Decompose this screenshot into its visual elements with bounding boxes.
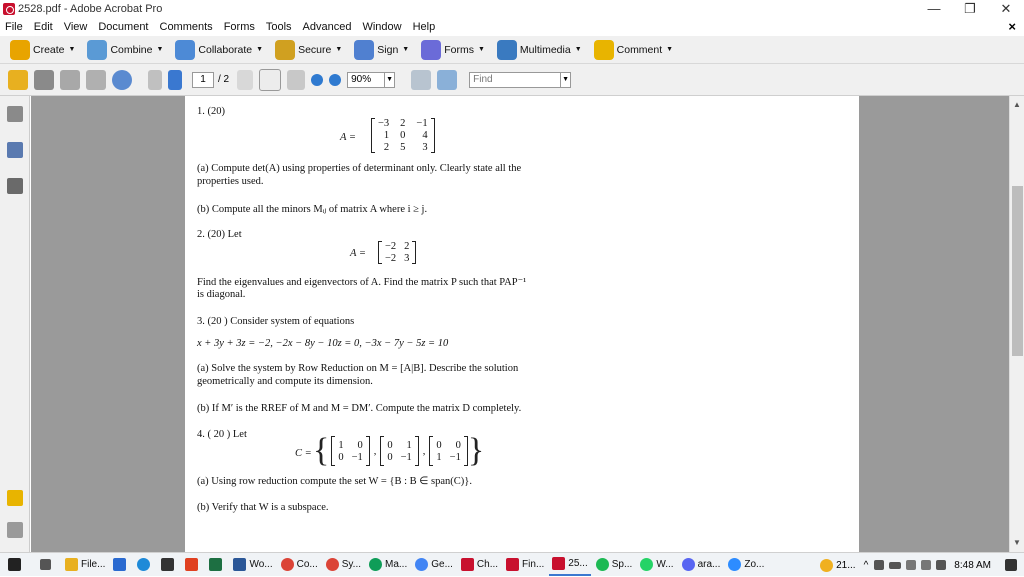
matrix-cell: 0 xyxy=(400,130,406,141)
task-view-button[interactable] xyxy=(34,554,60,576)
taskbar-item-acrobat-25[interactable] xyxy=(549,554,590,576)
task-view-icon xyxy=(40,559,51,570)
taskbar-label: Sy... xyxy=(341,559,361,570)
problem-2-heading: 2. (20) Let xyxy=(197,229,242,240)
acrobat-icon xyxy=(552,557,565,570)
forms-button[interactable] xyxy=(421,40,485,60)
problem-3-heading: 3. (20 ) Consider system of equations xyxy=(197,316,355,327)
forms-icon xyxy=(421,40,441,60)
taskbar-label: File... xyxy=(81,559,106,570)
zoom-dropdown-button[interactable]: ▼ xyxy=(385,72,395,88)
open-folder-icon[interactable] xyxy=(8,70,28,90)
taskbar-pinned-office[interactable] xyxy=(182,554,204,576)
navigation-toolbar xyxy=(0,64,1024,96)
matrix-cell: −2 xyxy=(385,241,397,252)
tasks-toolbar xyxy=(0,36,1024,64)
folder-icon xyxy=(65,558,78,571)
matrix-cell: 0 xyxy=(387,451,393,463)
taskbar-label: W... xyxy=(656,559,674,570)
combine-icon xyxy=(87,40,107,60)
close-button[interactable]: ✕ xyxy=(1000,1,1012,16)
collaborate-label: Collaborate xyxy=(198,43,253,56)
zoom-level-input[interactable]: 90% xyxy=(347,72,385,88)
multimedia-label: Multimedia xyxy=(519,43,571,56)
menu-comments[interactable]: Comments xyxy=(159,21,213,33)
menu-forms[interactable]: Forms xyxy=(223,21,255,33)
matrix-cell: 3 xyxy=(422,142,428,153)
clock-time[interactable]: 8:48 AM xyxy=(954,559,991,571)
fit-width-icon[interactable] xyxy=(437,70,457,90)
taskbar-label: Ch... xyxy=(476,559,499,570)
matrix-cell: 2 xyxy=(400,118,406,129)
taskbar-item-file[interactable] xyxy=(62,554,108,576)
matrix-cell: −3 xyxy=(378,118,390,129)
comment-icon xyxy=(594,40,614,60)
matrix-cell: −2 xyxy=(385,253,397,264)
taskbar-item-whatsapp[interactable] xyxy=(637,554,676,576)
matrix-cell: 3 xyxy=(404,253,410,264)
chevron-down-icon: ▼ xyxy=(574,46,582,53)
matrix-a-1 xyxy=(371,118,435,153)
windows-icon xyxy=(8,558,21,571)
menu-bar xyxy=(0,18,1024,36)
matrix-cell: −1 xyxy=(400,451,412,463)
collaborate-button[interactable] xyxy=(175,40,263,60)
navigation-panel xyxy=(0,96,30,552)
menu-help[interactable]: Help xyxy=(412,21,436,33)
matrix-cell: 4 xyxy=(422,130,428,141)
problem-2-lhs: A = xyxy=(350,248,366,259)
taskbar-item-chrome-co[interactable] xyxy=(278,554,321,576)
store-icon xyxy=(161,558,174,571)
battery-icon[interactable] xyxy=(889,562,901,569)
discord-icon xyxy=(682,558,695,571)
taskbar-pinned-mail[interactable] xyxy=(110,554,132,576)
taskbar-label: Ge... xyxy=(431,559,453,570)
find-input[interactable]: Find xyxy=(469,72,561,88)
taskbar-item-chrome-ge[interactable] xyxy=(412,554,456,576)
matrix-cell: 1 xyxy=(436,451,442,463)
chevron-down-icon: ▼ xyxy=(335,46,343,53)
problem-4-heading: 4. ( 20 ) Let xyxy=(197,429,247,440)
matrix-a-2 xyxy=(378,241,416,264)
scroll-up-icon[interactable]: ▲ xyxy=(1013,100,1021,109)
chevron-down-icon: ▼ xyxy=(68,46,76,53)
next-page-icon[interactable] xyxy=(168,70,182,90)
pen-icon xyxy=(354,40,374,60)
network-icon[interactable] xyxy=(874,560,884,570)
problem-1a-line-1: (a) Compute det(A) using properties of determinant only. Clearly state all the xyxy=(197,163,522,174)
word-icon xyxy=(233,558,246,571)
matrix-cell: −1 xyxy=(449,451,461,463)
whatsapp-icon xyxy=(640,558,653,571)
matrix-cell: 0 xyxy=(387,439,393,451)
chevron-down-icon: ▼ xyxy=(156,46,164,53)
problem-3b: (b) If M′ is the RREF of M and M = DM′. Compute the matrix D completely. xyxy=(197,403,522,414)
secure-label: Secure xyxy=(298,43,332,56)
menu-advanced[interactable]: Advanced xyxy=(302,21,352,33)
menu-window[interactable]: Window xyxy=(362,21,402,33)
sign-button[interactable] xyxy=(354,40,409,60)
select-tool-icon[interactable] xyxy=(237,70,253,90)
matrix-cell: 0 xyxy=(338,451,344,463)
display-icon[interactable] xyxy=(921,560,931,570)
acrobat-icon xyxy=(461,558,474,571)
save-icon[interactable] xyxy=(60,70,80,90)
collaborate-icon xyxy=(175,40,195,60)
matrix-cell: 1 xyxy=(383,130,390,141)
chevron-down-icon: ▼ xyxy=(477,46,485,53)
chevron-down-icon: ▼ xyxy=(256,46,264,53)
acrobat-icon xyxy=(506,558,519,571)
menu-view[interactable]: View xyxy=(63,21,88,33)
problem-3-equations: x + 3y + 3z = −2, −2x − 8y − 10z = 0, −3x − 7y − 5z = 10 xyxy=(197,338,449,349)
window-controls xyxy=(916,0,1024,18)
matrix-cell: 1 xyxy=(406,439,412,451)
matrix-cell: −1 xyxy=(416,118,428,129)
menu-document[interactable]: Document xyxy=(98,21,149,33)
secure-button[interactable] xyxy=(275,40,342,60)
taskbar-label: Zo... xyxy=(744,559,765,570)
problem-2-line-2: is diagonal. xyxy=(197,289,246,300)
email-icon[interactable] xyxy=(86,70,106,90)
previous-page-icon[interactable] xyxy=(148,70,162,90)
matrix-cell: 0 xyxy=(357,439,363,451)
zoom-in-icon[interactable] xyxy=(329,74,341,86)
chrome-icon xyxy=(369,558,382,571)
problem-1b: (b) Compute all the minors Mᵢⱼ of matrix A where i ≥ j. xyxy=(197,204,428,215)
taskbar-item-spotify[interactable] xyxy=(593,554,636,576)
find-dropdown-button[interactable]: ▼ xyxy=(561,72,571,88)
menu-edit[interactable]: Edit xyxy=(33,21,53,33)
taskbar-label: Wo... xyxy=(249,559,273,570)
problem-4-lhs: C = xyxy=(295,448,312,459)
taskbar-pinned-store[interactable] xyxy=(158,554,180,576)
matrix-cell: 1 xyxy=(338,439,344,451)
pages-icon[interactable] xyxy=(7,106,23,122)
print-icon[interactable] xyxy=(34,70,54,90)
edge-icon xyxy=(137,558,150,571)
combine-label: Combine xyxy=(110,43,153,56)
taskbar-label: Sp... xyxy=(611,559,633,570)
weather-icon[interactable] xyxy=(820,559,833,572)
bookmarks-icon[interactable] xyxy=(7,142,23,158)
taskbar-label: Co... xyxy=(296,559,318,570)
excel-icon xyxy=(209,558,222,571)
taskbar-item-chrome-sy[interactable] xyxy=(323,554,364,576)
window-title: 2528.pdf - Adobe Acrobat Pro xyxy=(18,3,163,15)
chrome-icon xyxy=(281,558,294,571)
combine-button[interactable] xyxy=(87,40,163,60)
taskbar-label: ara... xyxy=(697,559,721,570)
left-brace: { xyxy=(313,432,330,469)
zoom-icon xyxy=(728,558,741,571)
matrix-cell: 2 xyxy=(404,241,410,252)
taskbar xyxy=(0,552,1024,576)
matrix-cell: 0 xyxy=(455,439,461,451)
create-button[interactable] xyxy=(10,40,75,60)
signatures-icon[interactable] xyxy=(7,178,23,194)
restore-button[interactable]: ❐ xyxy=(964,1,976,16)
page-total: / 2 xyxy=(218,74,230,85)
problem-1a-line-2: properties used. xyxy=(197,176,264,187)
system-tray xyxy=(820,553,1020,577)
taskbar-item-acrobat-ch[interactable] xyxy=(458,554,501,576)
notification-icon[interactable] xyxy=(1005,559,1017,571)
globe-icon[interactable] xyxy=(112,70,132,90)
problem-4b: (b) Verify that W is a subspace. xyxy=(197,502,329,513)
problem-2-line-1: Find the eigenvalues and eigenvectors of A. Find the matrix P such that PAP⁻¹ xyxy=(197,277,527,288)
problem-3a-line-1: (a) Solve the system by Row Reduction on M = [A|B]. Describe the solution xyxy=(197,363,519,374)
comments-icon[interactable] xyxy=(7,490,23,506)
set-c: { 1 0 0 −1 , 0 1 0 −1 , 0 0 1 −1 } xyxy=(313,432,485,469)
matrix-cell: 2 xyxy=(383,142,390,153)
chrome-icon xyxy=(326,558,339,571)
forms-label: Forms xyxy=(444,43,474,56)
pdf-page xyxy=(185,96,859,552)
problem-1-lhs: A = xyxy=(340,132,356,143)
scroll-thumb[interactable] xyxy=(1012,186,1023,356)
chrome-icon xyxy=(415,558,428,571)
chevron-down-icon: ▼ xyxy=(666,46,674,53)
lock-icon xyxy=(275,40,295,60)
taskbar-item-discord[interactable] xyxy=(679,554,724,576)
zoom-tool-icon[interactable] xyxy=(287,70,305,90)
spotify-icon xyxy=(596,558,609,571)
chevron-up-icon[interactable]: ^ xyxy=(863,559,869,571)
create-icon xyxy=(10,40,30,60)
document-close-button[interactable]: × xyxy=(1008,19,1016,34)
problem-1-heading: 1. (20) xyxy=(197,106,225,117)
taskbar-label: Fin... xyxy=(522,559,545,570)
wifi-icon[interactable] xyxy=(906,560,916,570)
acrobat-icon xyxy=(3,3,15,15)
mail-icon xyxy=(113,558,126,571)
chevron-down-icon: ▼ xyxy=(402,46,410,53)
taskbar-pinned-excel[interactable] xyxy=(206,554,228,576)
problem-3a-line-2: geometrically and compute its dimension. xyxy=(197,376,373,387)
attachment-icon[interactable] xyxy=(7,522,23,538)
matrix-cell: 5 xyxy=(400,142,406,153)
sign-label: Sign xyxy=(377,43,399,56)
document-area xyxy=(31,96,1009,552)
create-label: Create xyxy=(33,43,65,56)
weather-temp[interactable]: 21... xyxy=(836,559,856,571)
page-number-input[interactable]: 1 xyxy=(192,72,214,88)
multimedia-icon xyxy=(497,40,517,60)
taskbar-label: Ma... xyxy=(385,559,408,570)
title-bar xyxy=(0,0,1024,18)
matrix-cell: 0 xyxy=(436,439,442,451)
start-button[interactable] xyxy=(0,554,32,576)
comment-label: Comment xyxy=(616,43,663,56)
taskbar-label: 25... xyxy=(568,558,588,569)
matrix-cell: −1 xyxy=(351,451,363,463)
taskbar-item-acrobat-fin[interactable] xyxy=(503,554,547,576)
office-icon xyxy=(185,558,198,571)
minimize-button[interactable]: — xyxy=(927,1,941,16)
taskbar-pinned-edge[interactable] xyxy=(134,554,156,576)
scroll-down-icon[interactable]: ▼ xyxy=(1013,538,1021,547)
comment-button[interactable] xyxy=(594,40,673,60)
menu-tools[interactable]: Tools xyxy=(265,21,292,33)
taskbar-item-word[interactable] xyxy=(230,554,275,576)
right-brace: } xyxy=(467,432,485,469)
speaker-icon[interactable] xyxy=(936,560,946,570)
hand-tool-icon[interactable] xyxy=(259,69,281,91)
problem-4a: (a) Using row reduction compute the set W = {B : B ∈ span(C)}. xyxy=(197,476,472,487)
multimedia-button[interactable] xyxy=(497,40,582,60)
menu-file[interactable]: File xyxy=(5,21,23,33)
vertical-scrollbar[interactable] xyxy=(1009,96,1024,552)
fit-page-icon[interactable] xyxy=(411,70,431,90)
zoom-out-icon[interactable] xyxy=(311,74,323,86)
taskbar-item-chrome-ma[interactable] xyxy=(366,554,410,576)
taskbar-item-zoom[interactable] xyxy=(725,554,767,576)
